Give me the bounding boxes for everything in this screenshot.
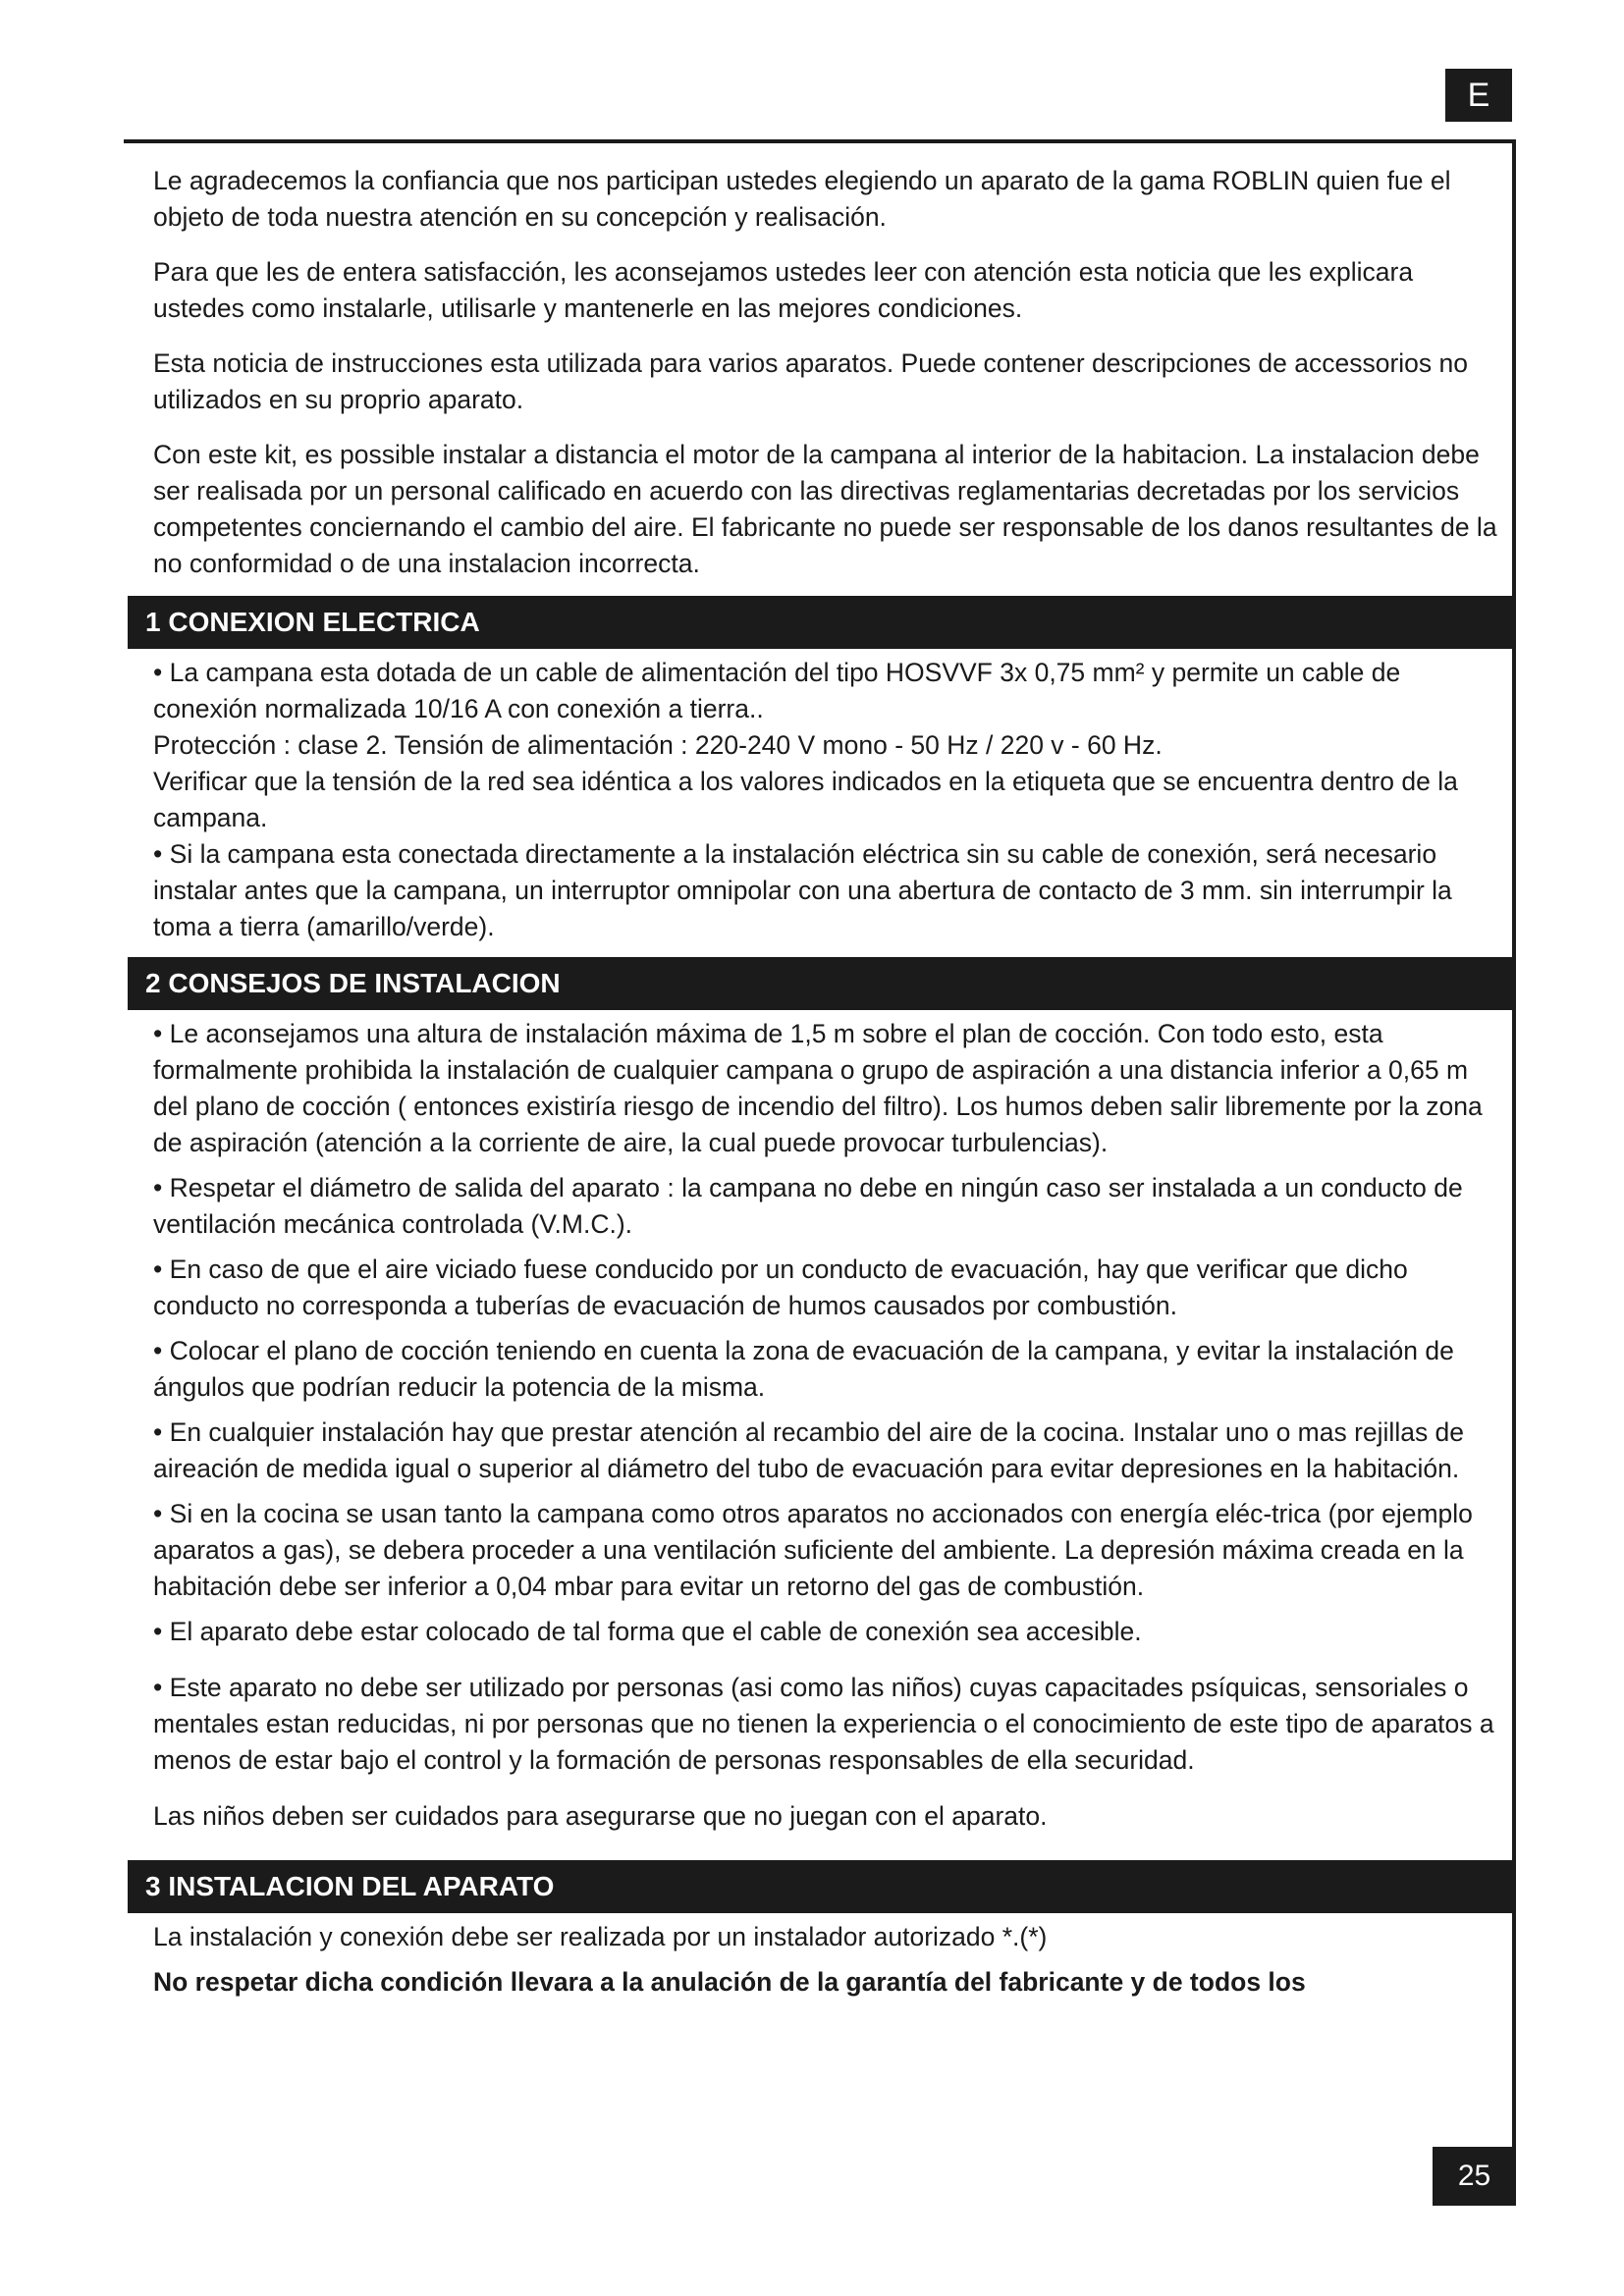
section-paragraph: • El aparato debe estar colocado de tal forma que el cable de conexión sea accesible. — [153, 1617, 1142, 1646]
section-installation-advice — [145, 957, 1500, 1835]
section-electrical-connection — [145, 596, 1500, 945]
intro-paragraph: Le agradecemos la confiancia que nos participan ustedes elegiendo un aparato de la gama ROBLIN quien fue el objeto de toda nuestra atención en su concepción y realisación. — [153, 166, 1451, 232]
intro-paragraph: Con este kit, es possible instalar a distancia el motor de la campana al interior de la habitacion. La instalacion debe ser realisada por un personal calificado en acuerdo con las directivas reglamentarias decretadas por los servicios competentes conciernando el cambio del aire. El fabricante no puede ser responsable de los danos resultantes de la no conformidad o de una instalacion incorrecta. — [153, 440, 1497, 578]
intro-paragraph: Para que les de entera satisfacción, les aconsejamos ustedes leer con atención esta noticia que les explicara ustedes como instalarle, utilisarle y mantenerle en las mejores condiciones. — [153, 257, 1414, 323]
intro-block — [153, 163, 1500, 582]
section-header: 1 CONEXION ELECTRICA — [128, 596, 1514, 649]
section-paragraph: Verificar que la tensión de la red sea idéntica a los valores indicados en la etiqueta que se encuentra dentro de la campana. — [153, 767, 1458, 832]
section-header: 2 CONSEJOS DE INSTALACION — [128, 957, 1514, 1010]
section-appliance-installation — [145, 1860, 1500, 2001]
section-header: 3 INSTALACION DEL APARATO — [128, 1860, 1514, 1913]
section-paragraph: • La campana esta dotada de un cable de alimentación del tipo HOSVVF 3x 0,75 mm² y permite un cable de conexión normalizada 10/16 A con conexión a tierra.. — [153, 658, 1401, 723]
language-tab: E — [1445, 69, 1512, 122]
section-paragraph: Las niños deben ser cuidados para asegurarse que no juegan con el aparato. — [153, 1801, 1048, 1831]
section-paragraph: • Respetar el diámetro de salida del aparato : la campana no debe en ningún caso ser instalada a un conducto de ventilación mecánica controlada (V.M.C.). — [153, 1173, 1463, 1239]
intro-paragraph: Esta noticia de instrucciones esta utilizada para varios aparatos. Puede contener descripciones de accessorios no utilizados en su proprio aparato. — [153, 348, 1469, 414]
section-paragraph: • Si en la cocina se usan tanto la campana como otros aparatos no accionados con energía eléc-trica (por ejemplo aparatos a gas), se debera proceder a una ventilación suficiente del ambiente. La depresión máxima creada en la habitación debe ser inferior a 0,04 mbar para evitar un retorno del gas de combustión. — [153, 1499, 1473, 1601]
right-border — [1512, 139, 1516, 2147]
warranty-warning: No respetar dicha condición llevara a la anulación de la garantía del fabricante y de todos los — [153, 1967, 1306, 1997]
section-paragraph: • Le aconsejamos una altura de instalación máxima de 1,5 m sobre el plan de cocción. Con todo esto, esta formalmente prohibida la instalación de cualquier campana o grupo de aspiración a una distancia inferior a 0,65 m del plano de cocción ( entonces existiría riesgo de incendio del filtro). Los humos deben salir libremente por la zona de aspiración (atención a la corriente de aire, la cual puede provocar turbulencias). — [153, 1019, 1483, 1157]
section-paragraph: • Colocar el plano de cocción teniendo en cuenta la zona de evacuación de la campana, y evitar la instalación de ángulos que podrían reducir la potencia de la misma. — [153, 1336, 1454, 1402]
section-paragraph: La instalación y conexión debe ser realizada por un instalador autorizado *.(*) — [153, 1922, 1048, 1951]
top-divider — [124, 139, 1516, 143]
section-paragraph: • Este aparato no debe ser utilizado por personas (asi como las niños) cuyas capacitades psíquicas, sensoriales o mentales estan reducidas, ni por personas que no tienen la experiencia o el conocimiento de este tipo de aparatos a menos de estar bajo el control y la formación de personas responsables de ella securidad. — [153, 1673, 1494, 1775]
page-number: 25 — [1433, 2147, 1516, 2206]
section-paragraph: • Si la campana esta conectada directamente a la instalación eléctrica sin su cable de conexión, será necesario instalar antes que la campana, un interruptor omnipolar con una abertura de contacto de 3 mm. sin interrumpir la toma a tierra (amarillo/verde). — [153, 839, 1452, 941]
page-content — [145, 163, 1500, 2009]
section-paragraph: • En cualquier instalación hay que prestar atención al recambio del aire de la cocina. Instalar uno o mas rejillas de aireación de medida igual o superior al diámetro del tubo de evacuación para evitar depresiones en la habitación. — [153, 1417, 1465, 1483]
section-paragraph: Protección : clase 2. Tensión de alimentación : 220-240 V mono - 50 Hz / 220 v - 60 Hz. — [153, 730, 1163, 760]
section-paragraph: • En caso de que el aire viciado fuese conducido por un conducto de evacuación, hay que verificar que dicho conducto no corresponda a tuberías de evacuación de humos causados por combustión. — [153, 1255, 1408, 1320]
